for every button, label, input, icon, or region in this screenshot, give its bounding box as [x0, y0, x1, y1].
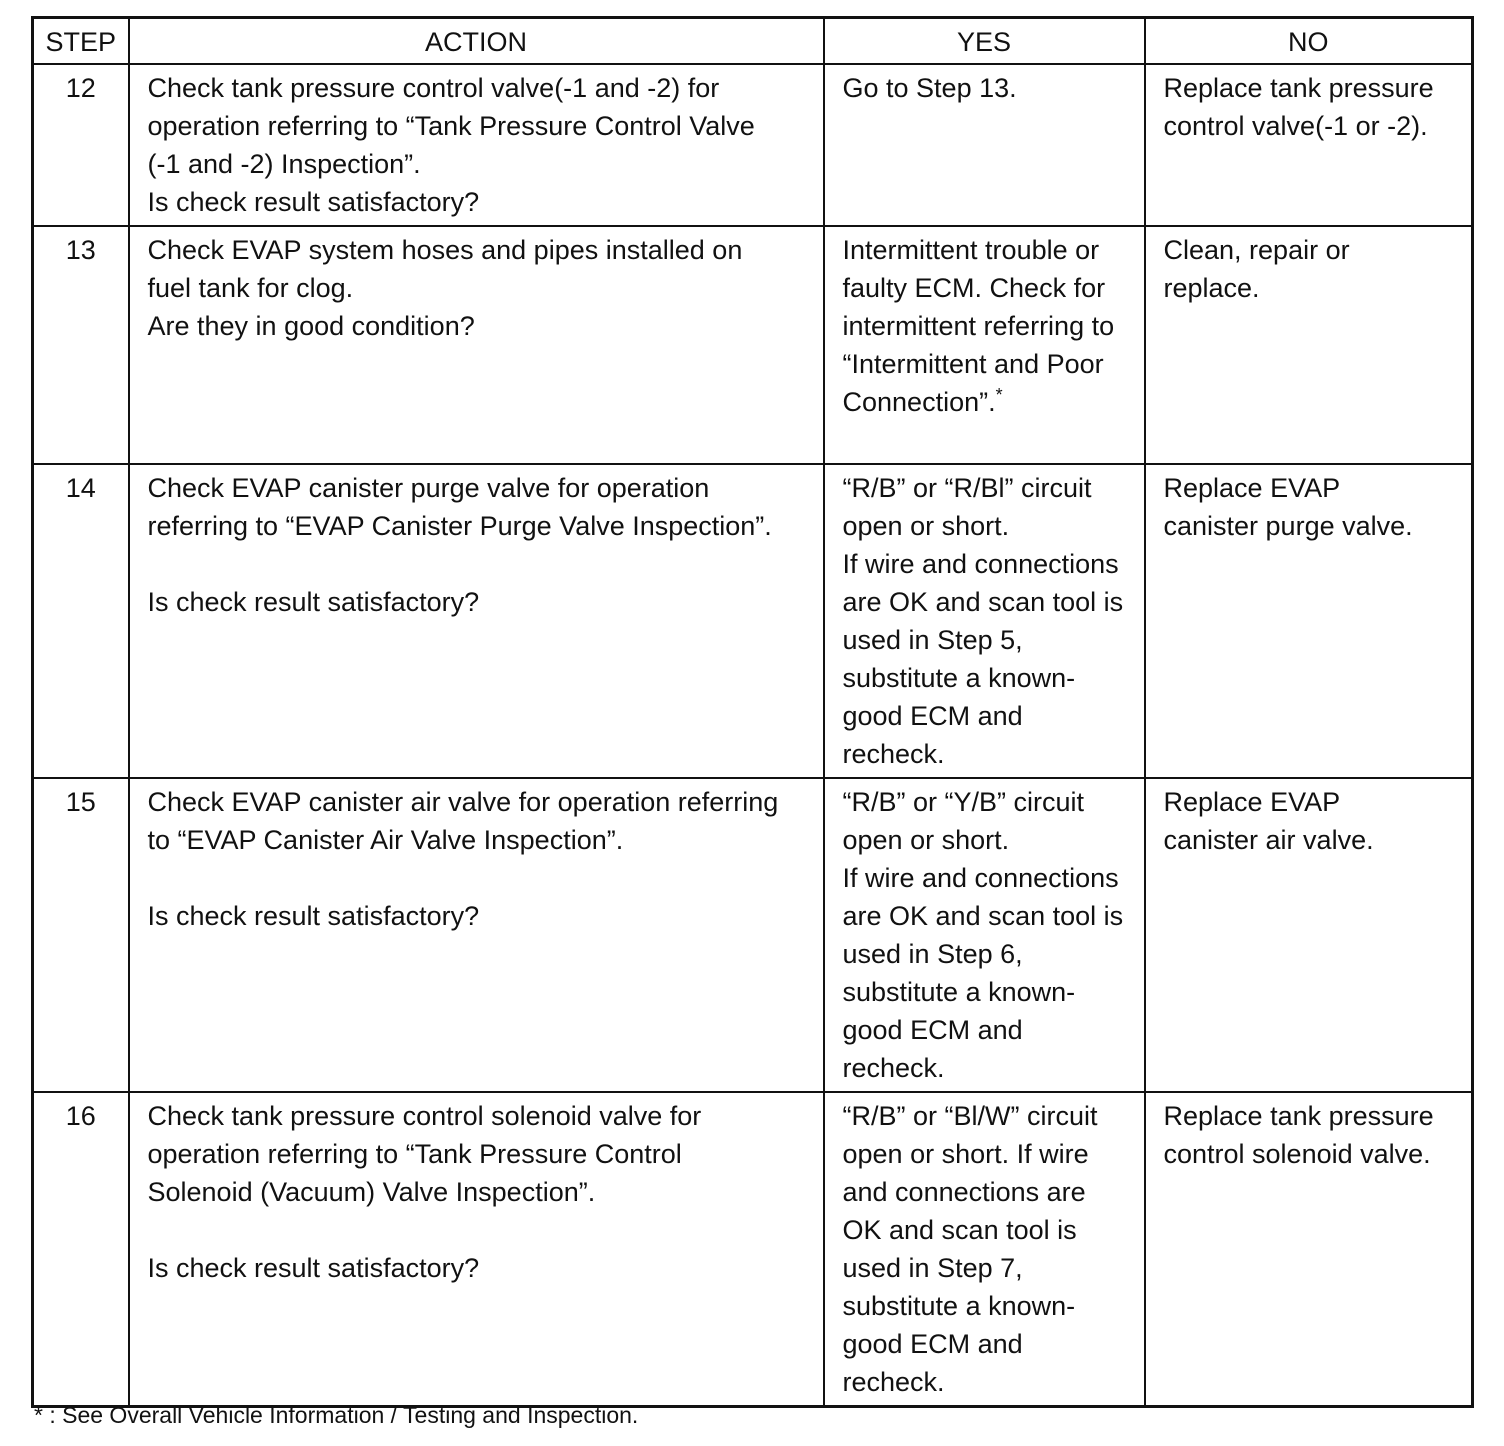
action-line: (-1 and -2) Inspection”.	[147, 149, 421, 179]
action-cell	[129, 464, 824, 778]
action-question: Is check result satisfactory?	[147, 1253, 480, 1283]
yes-line: Intermittent trouble or	[842, 235, 1100, 265]
yes-cell	[824, 64, 1145, 226]
yes-line-text: Connection”.	[842, 387, 996, 417]
no-line: Replace EVAP	[1163, 787, 1341, 817]
table-row-step-14	[33, 464, 1473, 778]
yes-line: OK and scan tool is	[842, 1215, 1077, 1245]
yes-line: used in Step 7,	[842, 1253, 1023, 1283]
no-line: Replace tank pressure	[1163, 73, 1434, 103]
yes-line: are OK and scan tool is	[842, 901, 1124, 931]
yes-line: “R/B” or “Y/B” circuit	[842, 787, 1085, 817]
table-row-step-12	[33, 64, 1473, 226]
step-number: 14	[33, 464, 129, 778]
no-line: control solenoid valve.	[1163, 1139, 1431, 1169]
action-line: Check tank pressure control valve(-1 and -2) for	[147, 73, 720, 103]
step-number: 13	[33, 226, 129, 464]
action-question: Is check result satisfactory?	[147, 587, 480, 617]
action-cell	[129, 778, 824, 1092]
action-line: Check EVAP canister purge valve for operation	[147, 473, 710, 503]
header-no: NO	[1145, 18, 1473, 65]
table-row-step-13	[33, 226, 1473, 464]
header-yes: YES	[824, 18, 1145, 65]
yes-line: are OK and scan tool is	[842, 587, 1124, 617]
step-number: 15	[33, 778, 129, 1092]
action-question: Are they in good condition?	[147, 311, 475, 341]
yes-line: intermittent referring to	[842, 311, 1115, 341]
yes-cell	[824, 226, 1145, 464]
action-line: operation referring to “Tank Pressure Control Valve	[147, 111, 755, 141]
yes-line: “Intermittent and Poor	[842, 349, 1104, 379]
yes-line: used in Step 6,	[842, 939, 1023, 969]
yes-line: faulty ECM. Check for	[842, 273, 1106, 303]
header-action: ACTION	[129, 18, 824, 65]
no-cell	[1145, 226, 1473, 464]
yes-line: substitute a known-	[842, 1291, 1076, 1321]
step-number: 12	[33, 64, 129, 226]
yes-line: “R/B” or “Bl/W” circuit	[842, 1101, 1098, 1131]
yes-line: used in Step 5,	[842, 625, 1023, 655]
yes-line: recheck.	[842, 1053, 945, 1083]
no-line: Replace tank pressure	[1163, 1101, 1434, 1131]
no-cell	[1145, 64, 1473, 226]
action-line: operation referring to “Tank Pressure Control	[147, 1139, 682, 1169]
yes-line: Go to Step 13.	[842, 73, 1017, 103]
footnote: * : See Overall Vehicle Information / Testing and Inspection.	[34, 1402, 639, 1428]
action-spacer	[148, 545, 809, 583]
action-cell	[129, 64, 824, 226]
action-line: Check EVAP canister air valve for operation referring	[147, 787, 779, 817]
action-line: Solenoid (Vacuum) Valve Inspection”.	[147, 1177, 596, 1207]
action-cell	[129, 226, 824, 464]
action-spacer	[148, 859, 809, 897]
yes-line: open or short.	[842, 825, 1010, 855]
yes-line: substitute a known-	[842, 663, 1076, 693]
action-question: Is check result satisfactory?	[147, 187, 480, 217]
yes-line: open or short.	[842, 511, 1010, 541]
no-line: canister purge valve.	[1163, 511, 1413, 541]
action-spacer	[148, 1211, 809, 1249]
yes-cell	[824, 464, 1145, 778]
yes-cell	[824, 778, 1145, 1092]
no-line: canister air valve.	[1163, 825, 1374, 855]
no-line: replace.	[1163, 273, 1260, 303]
footnote-marker: *	[995, 385, 1003, 405]
diagnostic-table	[31, 16, 1474, 1408]
yes-line: good ECM and	[842, 1329, 1023, 1359]
yes-line: “R/B” or “R/Bl” circuit	[842, 473, 1092, 503]
yes-line: good ECM and	[842, 701, 1023, 731]
action-question: Is check result satisfactory?	[147, 901, 480, 931]
action-cell	[129, 1092, 824, 1407]
no-cell	[1145, 1092, 1473, 1407]
action-line: Check tank pressure control solenoid valve for	[147, 1101, 702, 1131]
yes-line: If wire and connections	[842, 549, 1119, 579]
action-line: to “EVAP Canister Air Valve Inspection”.	[147, 825, 624, 855]
no-line: Replace EVAP	[1163, 473, 1341, 503]
yes-line: recheck.	[842, 1367, 945, 1397]
action-line: Check EVAP system hoses and pipes installed on	[147, 235, 743, 265]
yes-cell	[824, 1092, 1145, 1407]
action-line: fuel tank for clog.	[147, 273, 354, 303]
table-row-step-15	[33, 778, 1473, 1092]
step-number: 16	[33, 1092, 129, 1407]
yes-line: recheck.	[842, 739, 945, 769]
yes-line: If wire and connections	[842, 863, 1119, 893]
yes-line	[843, 383, 1130, 421]
action-line: referring to “EVAP Canister Purge Valve Inspection”.	[147, 511, 772, 541]
yes-line: substitute a known-	[842, 977, 1076, 1007]
no-line: Clean, repair or	[1163, 235, 1350, 265]
yes-line: open or short. If wire	[842, 1139, 1089, 1169]
yes-line: and connections are	[842, 1177, 1086, 1207]
no-line: control valve(-1 or -2).	[1163, 111, 1428, 141]
yes-line: good ECM and	[842, 1015, 1023, 1045]
no-cell	[1145, 464, 1473, 778]
no-cell	[1145, 778, 1473, 1092]
header-row	[33, 18, 1473, 65]
header-step: STEP	[33, 18, 129, 65]
table-row-step-16	[33, 1092, 1473, 1407]
